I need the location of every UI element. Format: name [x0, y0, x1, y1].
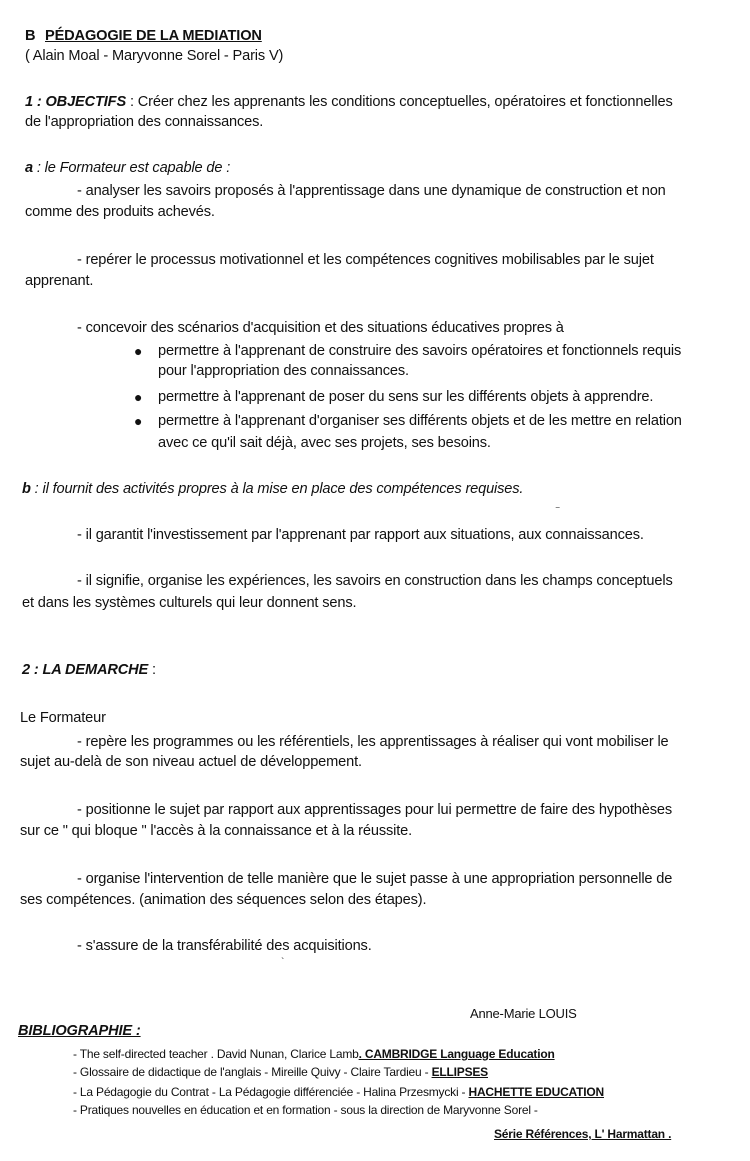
demarche-intro: Le Formateur: [20, 710, 106, 726]
bib-ref2-publisher: ELLIPSES: [431, 1065, 488, 1079]
a-bullet1-line1: permettre à l'apprenant de construire des savoirs opératoires et fonctionnels requis: [158, 343, 682, 359]
section-letter: B: [25, 28, 36, 44]
b-item2-line1: - il signifie, organise les expériences, les savoirs en construction dans les champs conceptuels: [77, 573, 673, 589]
b-item1-line1: - il garantit l'investissement par l'apprenant par rapport aux situations, aux connaissances.: [77, 527, 644, 543]
bib-ref1-text: - The self-directed teacher . David Nunan, Clarice Lamb: [73, 1047, 359, 1061]
d-item1-line2: sujet au-delà de son niveau actuel de développement.: [20, 754, 362, 770]
a-item1-line1: - analyser les savoirs proposés à l'apprentissage dans une dynamique de construction et non: [77, 183, 666, 199]
section-b-letter: b: [22, 481, 31, 497]
bullet-icon: ●: [134, 389, 143, 405]
d-item2-line1: - positionne le sujet par rapport aux apprentissages pour lui permettre de faire des hypothèses: [77, 802, 672, 818]
bib-ref3-publisher: HACHETTE EDUCATION: [468, 1085, 604, 1099]
signature: Anne-Marie LOUIS: [470, 1006, 577, 1021]
bib-ref4-text: - Pratiques nouvelles en éducation et en formation - sous la direction de Maryvonne Sorel -: [73, 1103, 538, 1117]
a-bullet3-line2: avec ce qu'il sait déjà, avec ses projets, ses besoins.: [158, 435, 491, 451]
a-item2-line1: - repérer le processus motivationnel et les compétences cognitives mobilisables par le sujet: [77, 252, 654, 268]
bib-ref2-text: - Glossaire de didactique de l'anglais - Mireille Quivy - Claire Tardieu -: [73, 1065, 432, 1079]
scan-mark: `: [281, 957, 285, 968]
a-item1-line2: comme des produits achevés.: [25, 204, 215, 220]
bullet-icon: ●: [134, 343, 143, 359]
objectifs-line1: [25, 93, 673, 111]
authors: ( Alain Moal - Maryvonne Sorel - Paris V): [25, 48, 284, 64]
section-b-heading: [22, 480, 523, 498]
a-item3-line1: - concevoir des scénarios d'acquisition et des situations éducatives propres à: [77, 320, 564, 336]
section-a-letter: a: [25, 160, 33, 176]
objectifs-label: 1 : OBJECTIFS: [25, 94, 127, 110]
bib-ref4-publisher: Série Références, L' Harmattan .: [494, 1127, 672, 1141]
demarche-heading: [22, 661, 156, 679]
bib-ref1: [73, 1046, 555, 1062]
a-item2-line2: apprenant.: [25, 273, 94, 289]
bib-ref1-publisher: . CAMBRIDGE Language Education: [358, 1047, 555, 1061]
section-a-heading: [25, 159, 230, 177]
a-bullet3-line1: permettre à l'apprenant d'organiser ses différents objets et de les mettre en relation: [158, 413, 682, 429]
d-item4-line1: - s'assure de la transférabilité des acquisitions.: [77, 938, 372, 954]
objectifs-text: : Créer chez les apprenants les conditions conceptuelles, opératoires et fonctionnelles: [126, 94, 673, 110]
bullet-icon: ●: [134, 413, 143, 429]
objectifs-line2: de l'appropriation des connaissances.: [25, 114, 264, 130]
d-item2-line2: sur ce " qui bloque " l'accès à la connaissance et à la réussite.: [20, 823, 412, 839]
a-bullet1-line2: pour l'appropriation des connaissances.: [158, 363, 409, 379]
demarche-label-suffix: :: [148, 662, 156, 678]
bibliographie-title: BIBLIOGRAPHIE :: [18, 1023, 141, 1039]
scan-mark: ‾: [556, 507, 560, 518]
d-item1-line1: - repère les programmes ou les référentiels, les apprentissages à réaliser qui vont mobiliser le: [77, 734, 669, 750]
bib-ref2: [73, 1064, 488, 1080]
section-a-label: : le Formateur est capable de :: [32, 160, 231, 176]
bib-ref3-text: - La Pédagogie du Contrat - La Pédagogie différenciée - Halina Przesmycki -: [73, 1085, 469, 1099]
d-item3-line1: - organise l'intervention de telle manière que le sujet passe à une appropriation personnelle de: [77, 871, 673, 887]
document-title: PÉDAGOGIE DE LA MEDIATION: [45, 28, 262, 44]
bib-ref3: [73, 1084, 604, 1100]
a-bullet2-line1: permettre à l'apprenant de poser du sens sur les différents objets à apprendre.: [158, 389, 654, 405]
section-b-label: : il fournit des activités propres à la mise en place des compétences requises.: [30, 481, 524, 497]
b-item2-line2: et dans les systèmes culturels qui leur donnent sens.: [22, 595, 357, 611]
d-item3-line2: ses compétences. (animation des séquences selon des étapes).: [20, 892, 427, 908]
demarche-label: 2 : LA DEMARCHE: [22, 662, 149, 678]
